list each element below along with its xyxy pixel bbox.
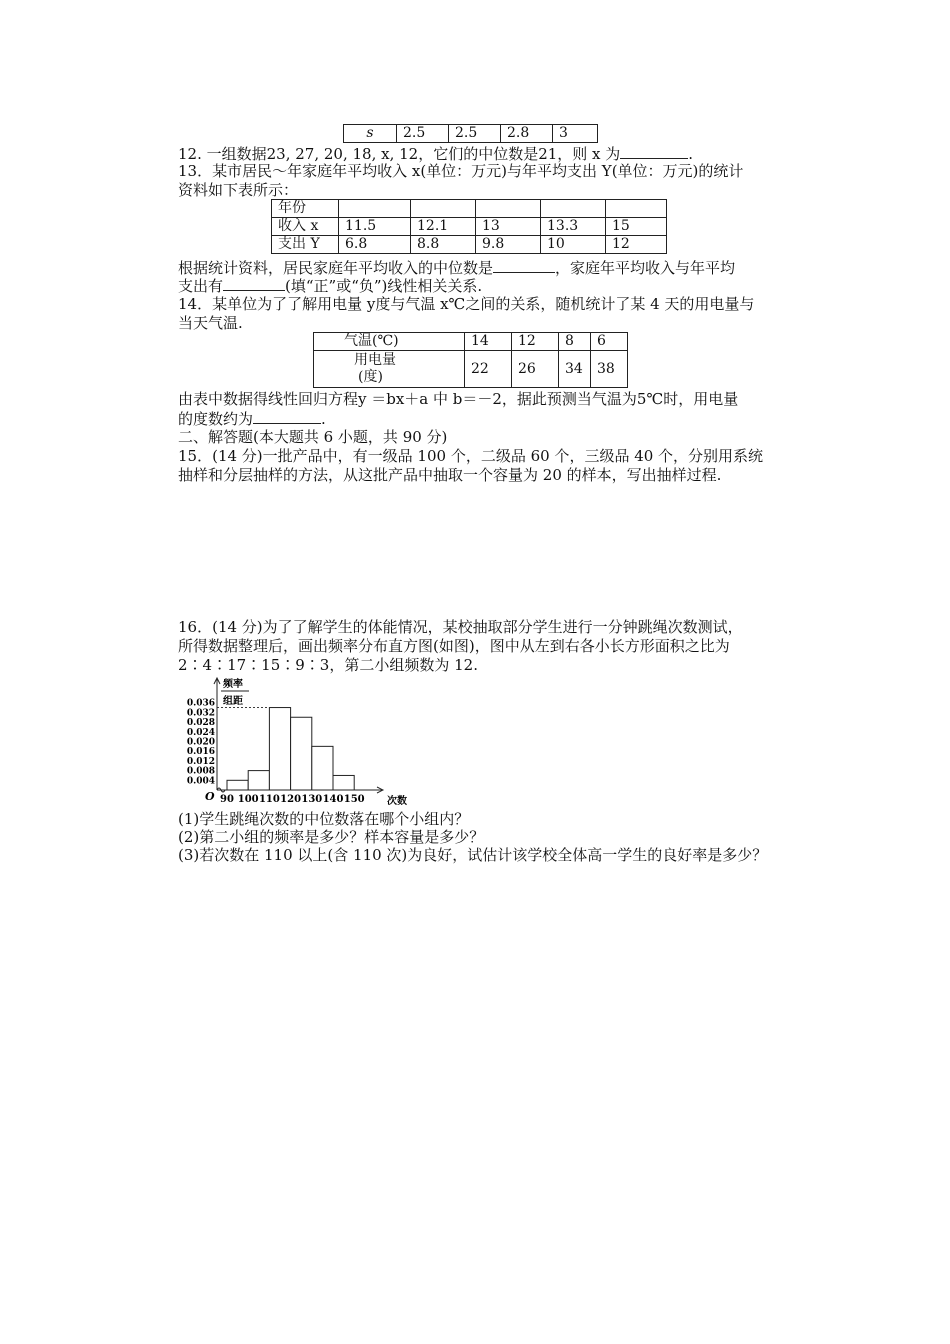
text: 支出有 (178, 277, 224, 295)
q12-text: 12. 一组数据23, 27, 20, 18, x, 12，它们的中位数是21，则 x 为 (178, 145, 621, 163)
histogram-bar (291, 717, 312, 790)
question-14-line2: 当天气温. (178, 314, 243, 332)
table-label: (度) (358, 369, 383, 385)
table-cell: 15 (606, 218, 667, 236)
question-16-sub3: (3)若次数在 110 以上(含 110 次)为良好，试估计该学校全体高一学生的良好率是多少？ (178, 846, 768, 864)
table-cell: 26 (512, 351, 559, 388)
s-cell: s (344, 125, 397, 143)
table-cell (339, 200, 411, 218)
table-cell: 13 (476, 218, 541, 236)
s-table (343, 124, 598, 143)
table-cell: 8.8 (411, 236, 476, 254)
table-cell: 支出 Y (272, 236, 339, 254)
question-14-line1: 14．某单位为了了解用电量 y度与气温 x℃之间的关系，随机统计了某 4 天的用电量与 (178, 295, 755, 313)
y-tick-label: 0.008 (186, 766, 215, 777)
x-axis-label: 次数 (387, 796, 407, 807)
question-15-line2: 抽样和分层抽样的方法，从这批产品中抽取一个容量为 20 的样本，写出抽样过程. (178, 466, 722, 484)
table-cell: 气温(℃) (314, 333, 465, 351)
question-16-sub2: (2)第二小组的频率是多少？样本容量是多少？ (178, 828, 485, 846)
answer-blank (620, 144, 688, 159)
origin-label: O (205, 790, 215, 803)
temperature-table (313, 332, 628, 388)
y-tick-label: 0.016 (186, 747, 215, 758)
table-cell: 6.8 (339, 236, 411, 254)
y-tick-label: 0.012 (186, 756, 215, 767)
s-cell: 2.5 (397, 125, 449, 143)
table-cell: 38 (591, 351, 628, 388)
question-13-after2 (178, 276, 482, 295)
question-14-after1: 由表中数据得线性回归方程y ＝bx＋a 中 b＝－2，据此预测当气温为5℃时，用电量 (178, 390, 739, 408)
table-cell: 12 (512, 333, 559, 351)
table-cell (541, 200, 606, 218)
question-15-line1: 15．(14 分)一批产品中，有一级品 100 个，二级品 60 个，三级品 40 个，分别用系统 (178, 447, 764, 465)
answer-blank (253, 409, 321, 424)
table-cell: 8 (559, 333, 591, 351)
histogram-bar (227, 780, 248, 790)
income-table (271, 199, 667, 254)
y-label-numerator: 频率 (223, 679, 243, 690)
x-tick-label: 130 (301, 794, 323, 805)
question-13-line2: 资料如下表所示： (178, 181, 299, 199)
table-cell: 年份 (272, 200, 339, 218)
question-16-line2: 所得数据整理后，画出频率分布直方图(如图)，图中从左到右各小长方形面积之比为 (178, 637, 730, 655)
table-cell: 34 (559, 351, 591, 388)
y-tick-label: 0.036 (186, 698, 215, 709)
table-cell (606, 200, 667, 218)
question-16-line3: 2∶4∶17∶15∶9∶3，第二小组频数为 12. (178, 656, 478, 674)
question-12 (178, 144, 693, 163)
text: 根据统计资料，居民家庭年平均收入的中位数是 (178, 259, 494, 277)
x-tick-label: 120 (280, 794, 302, 805)
y-tick-label: 0.004 (186, 776, 215, 787)
frequency-histogram (175, 672, 415, 812)
x-tick-label: 110 (258, 794, 280, 805)
question-13-line1: 13．某市居民～年家庭年平均收入 x(单位：万元)与年平均支出 Y(单位：万元)的统计 (178, 162, 744, 180)
s-cell: 2.5 (449, 125, 501, 143)
histogram-bar (333, 775, 354, 790)
question-16-sub1: (1)学生跳绳次数的中位数落在哪个小组内？ (178, 810, 470, 828)
table-label: 用电量 (354, 352, 396, 368)
table-cell: 12 (606, 236, 667, 254)
x-tick-label: 150 (343, 794, 365, 805)
answer-blank (493, 258, 555, 273)
histogram-bar (312, 746, 333, 790)
table-cell: 22 (465, 351, 512, 388)
y-tick-label: 0.032 (186, 708, 215, 719)
answer-blank (223, 276, 285, 291)
table-cell (411, 200, 476, 218)
table-cell: 13.3 (541, 218, 606, 236)
question-14-after2 (178, 409, 326, 428)
section-heading: 二、解答题(本大题共 6 小题，共 90 分) (178, 428, 448, 446)
table-cell: 11.5 (339, 218, 411, 236)
q12-end: . (688, 145, 694, 163)
y-tick-label: 0.020 (186, 737, 215, 748)
s-cell: 3 (553, 125, 598, 143)
table-cell (314, 351, 465, 388)
x-tick-label: 140 (322, 794, 344, 805)
s-cell: 2.8 (501, 125, 553, 143)
table-cell: 12.1 (411, 218, 476, 236)
histogram-bar (269, 708, 290, 790)
y-tick-label: 0.028 (186, 718, 215, 729)
x-tick-label: 100 (237, 794, 259, 805)
x-tick-label: 90 (220, 794, 234, 805)
text: 的度数约为 (178, 410, 254, 428)
text: ，家庭年平均收入与年平均 (555, 259, 736, 277)
y-tick-label: 0.024 (186, 727, 215, 738)
table-cell (476, 200, 541, 218)
question-16-line1: 16．(14 分)为了了解学生的体能情况，某校抽取部分学生进行一分钟跳绳次数测试， (178, 618, 743, 636)
table-cell: 14 (465, 333, 512, 351)
question-13-after1 (178, 258, 735, 277)
table-cell: 10 (541, 236, 606, 254)
text: (填“正”或“负”)线性相关关系. (285, 277, 483, 295)
table-cell: 6 (591, 333, 628, 351)
table-cell: 收入 x (272, 218, 339, 236)
histogram-bar (248, 771, 269, 790)
y-label-denominator: 组距 (223, 696, 243, 707)
table-cell: 9.8 (476, 236, 541, 254)
text: . (321, 410, 326, 428)
